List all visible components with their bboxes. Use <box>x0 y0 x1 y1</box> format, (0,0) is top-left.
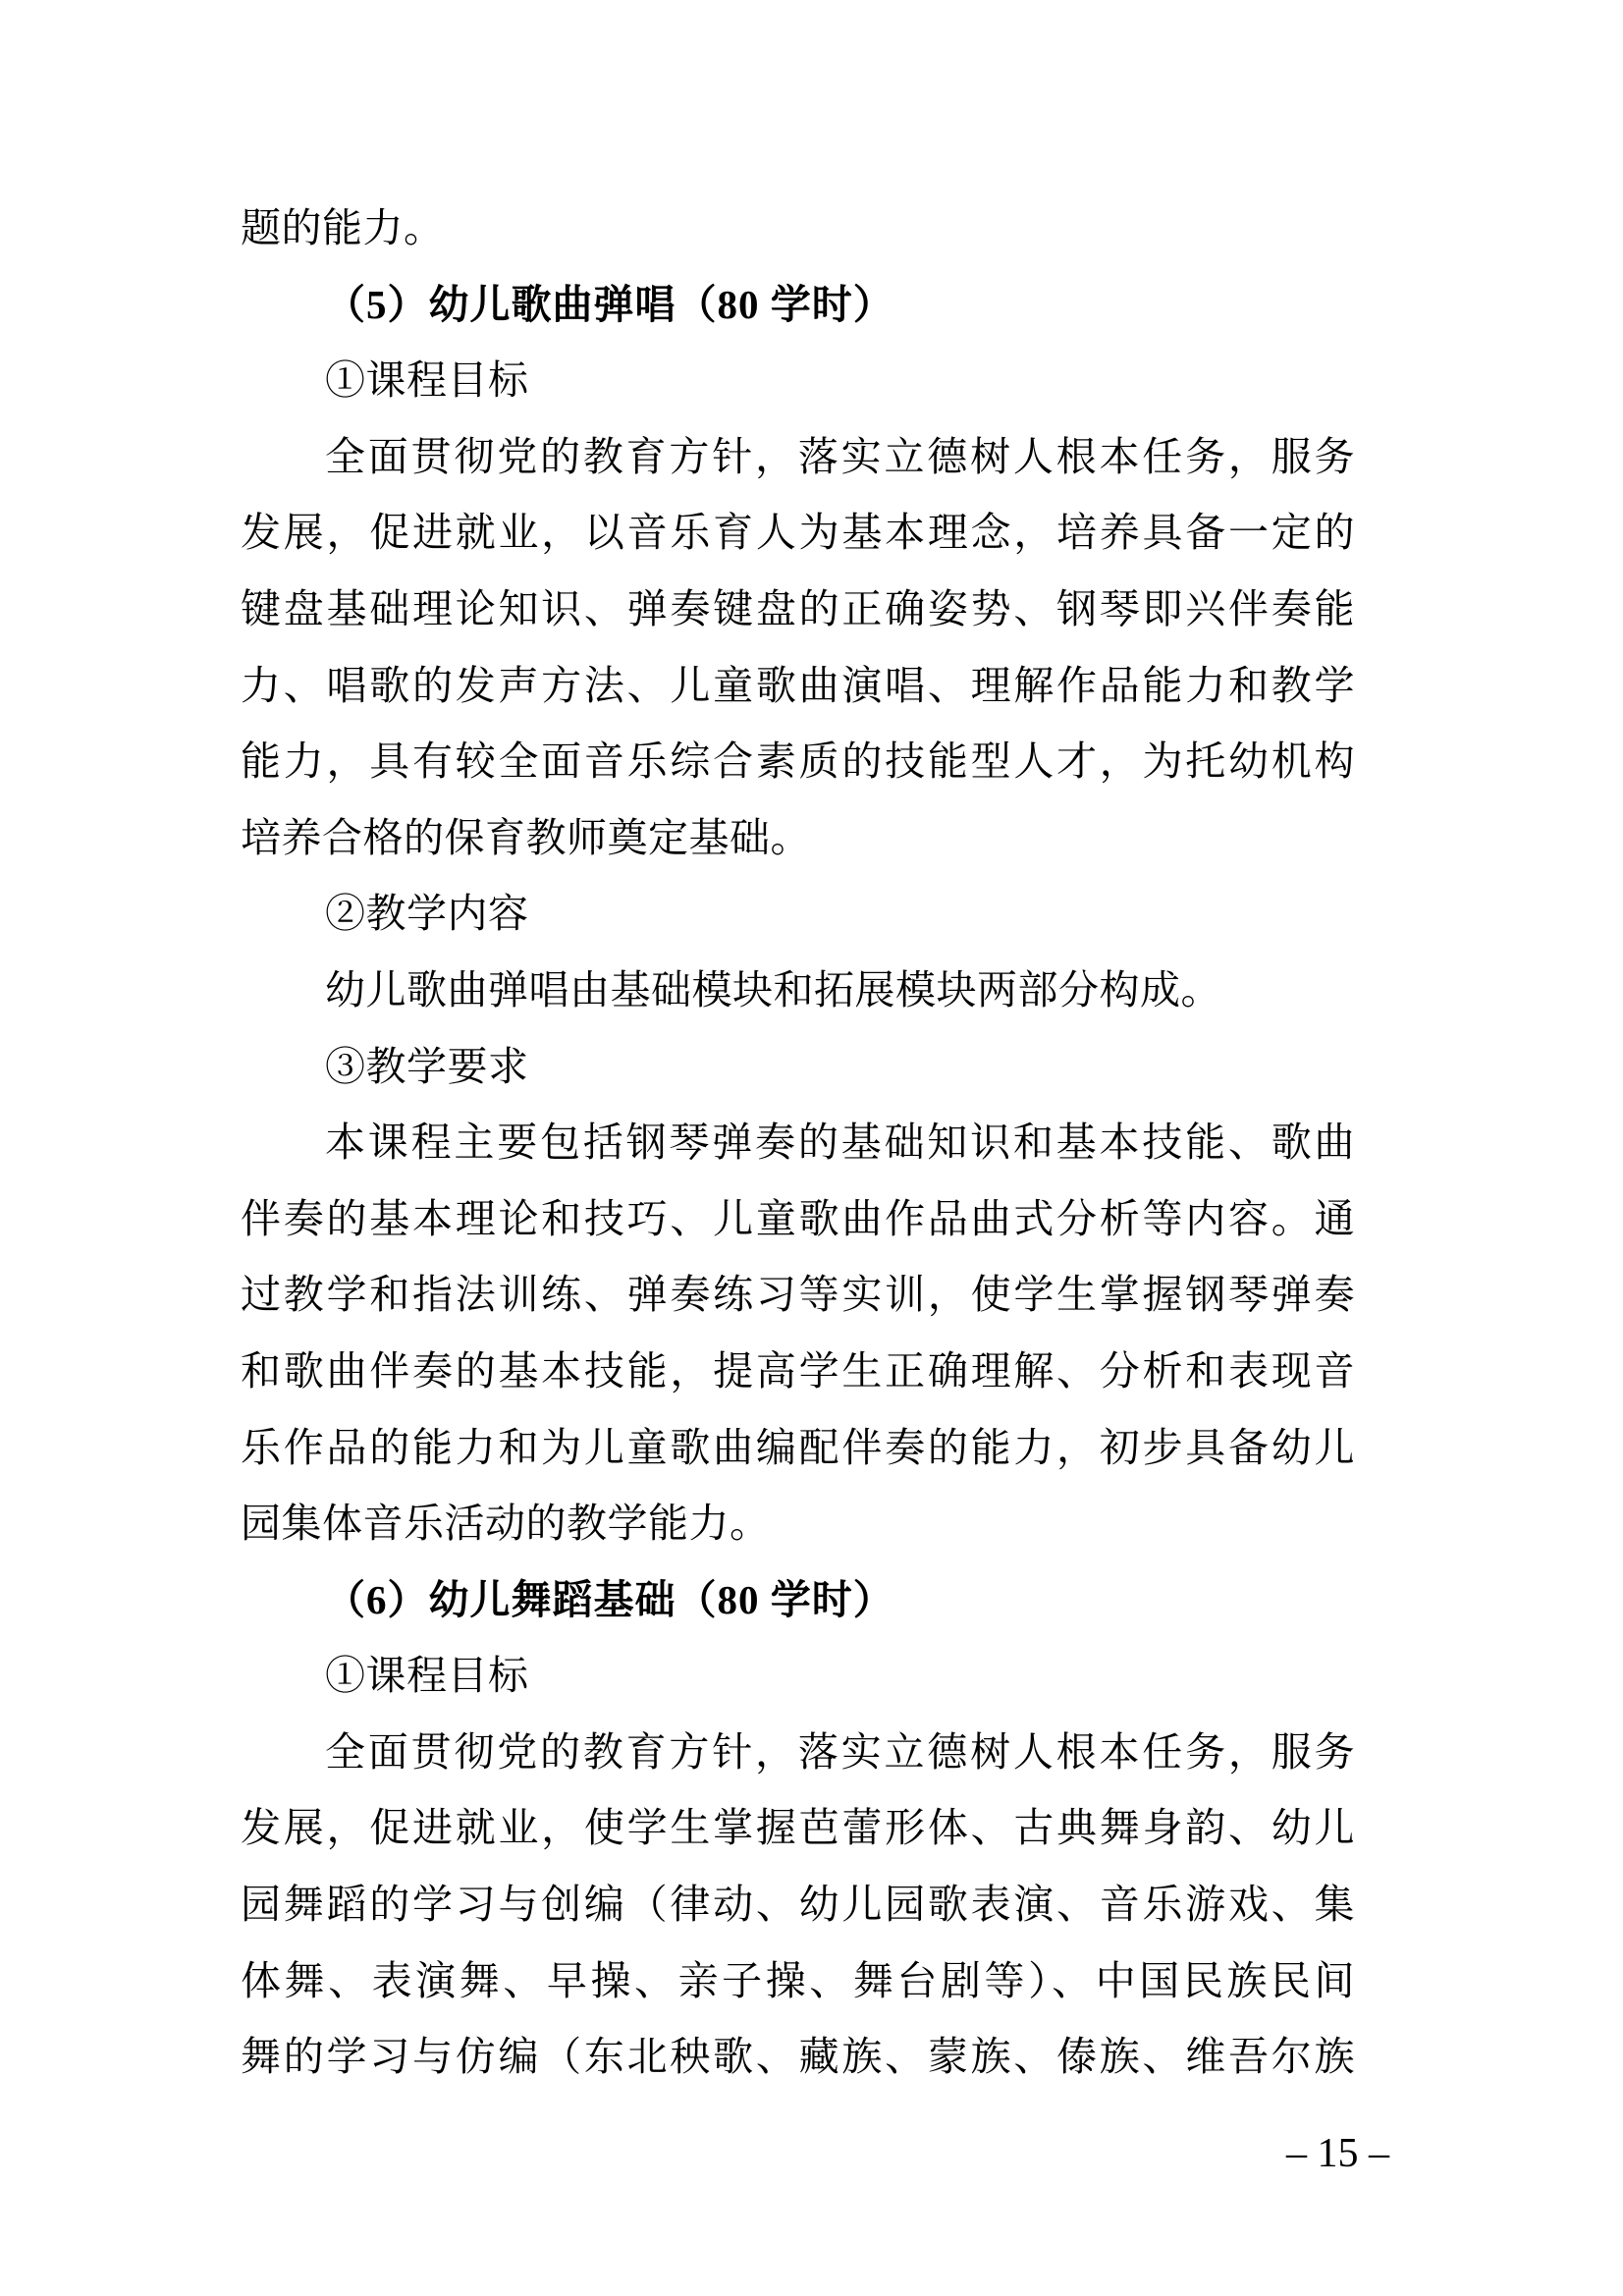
course-objective-label: ①课程目标 <box>325 357 529 404</box>
text-block <box>241 191 1355 2096</box>
course-5-heading: （5）幼儿歌曲弹唱（80 学时） <box>325 281 894 327</box>
course-6-heading: （6）幼儿舞蹈基础（80 学时） <box>325 1576 894 1622</box>
paragraph-line: 过教学和指法训练、弹奏练习等实训，使学生掌握钢琴弹奏 <box>241 1272 1355 1318</box>
paragraph-line: 能力，具有较全面音乐综合素质的技能型人才，为托幼机构 <box>241 738 1355 785</box>
course-objective-label: ①课程目标 <box>325 1653 529 1699</box>
paragraph-line: 和歌曲伴奏的基本技能，提高学生正确理解、分析和表现音 <box>241 1347 1355 1394</box>
paragraph-line: 发展，促进就业，以音乐育人为基本理念，培养具备一定的 <box>241 510 1355 556</box>
paragraph-line: 幼儿歌曲弹唱由基础模块和拓展模块两部分构成。 <box>325 966 1221 1012</box>
paragraph-line: 全面贯彻党的教育方针，落实立德树人根本任务，服务 <box>325 433 1355 479</box>
paragraph-last-line: 培养合格的保育教师奠定基础。 <box>241 814 811 860</box>
paragraph-line: 乐作品的能力和为儿童歌曲编配伴奏的能力，初步具备幼儿 <box>241 1424 1355 1470</box>
teaching-content-label: ②教学内容 <box>325 891 529 937</box>
paragraph-line: 伴奏的基本理论和技巧、儿童歌曲作品曲式分析等内容。通 <box>241 1195 1355 1241</box>
paragraph-line: 体舞、表演舞、早操、亲子操、舞台剧等）、中国民族民间 <box>241 1957 1355 2003</box>
paragraph-line: 全面贯彻党的教育方针，落实立德树人根本任务，服务 <box>325 1728 1355 1775</box>
paragraph-line: 本课程主要包括钢琴弹奏的基础知识和基本技能、歌曲 <box>325 1120 1355 1166</box>
paragraph-line: 舞的学习与仿编（东北秧歌、藏族、蒙族、傣族、维吾尔族 <box>241 2034 1355 2080</box>
paragraph-line: 键盘基础理论知识、弹奏键盘的正确姿势、钢琴即兴伴奏能 <box>241 585 1355 631</box>
paragraph-line: 力、唱歌的发声方法、儿童歌曲演唱、理解作品能力和教学 <box>241 662 1355 708</box>
paragraph-last-line: 园集体音乐活动的教学能力。 <box>241 1501 771 1547</box>
page-number: – 15 – <box>1286 2131 1389 2176</box>
paragraph-line: 园舞蹈的学习与创编（律动、幼儿园歌表演、音乐游戏、集 <box>241 1882 1355 1928</box>
paragraph-line: 发展，促进就业，使学生掌握芭蕾形体、古典舞身韵、幼儿 <box>241 1805 1355 1851</box>
paragraph-tail-line: 题的能力。 <box>241 205 445 250</box>
teaching-requirement-label: ③教学要求 <box>325 1043 529 1089</box>
